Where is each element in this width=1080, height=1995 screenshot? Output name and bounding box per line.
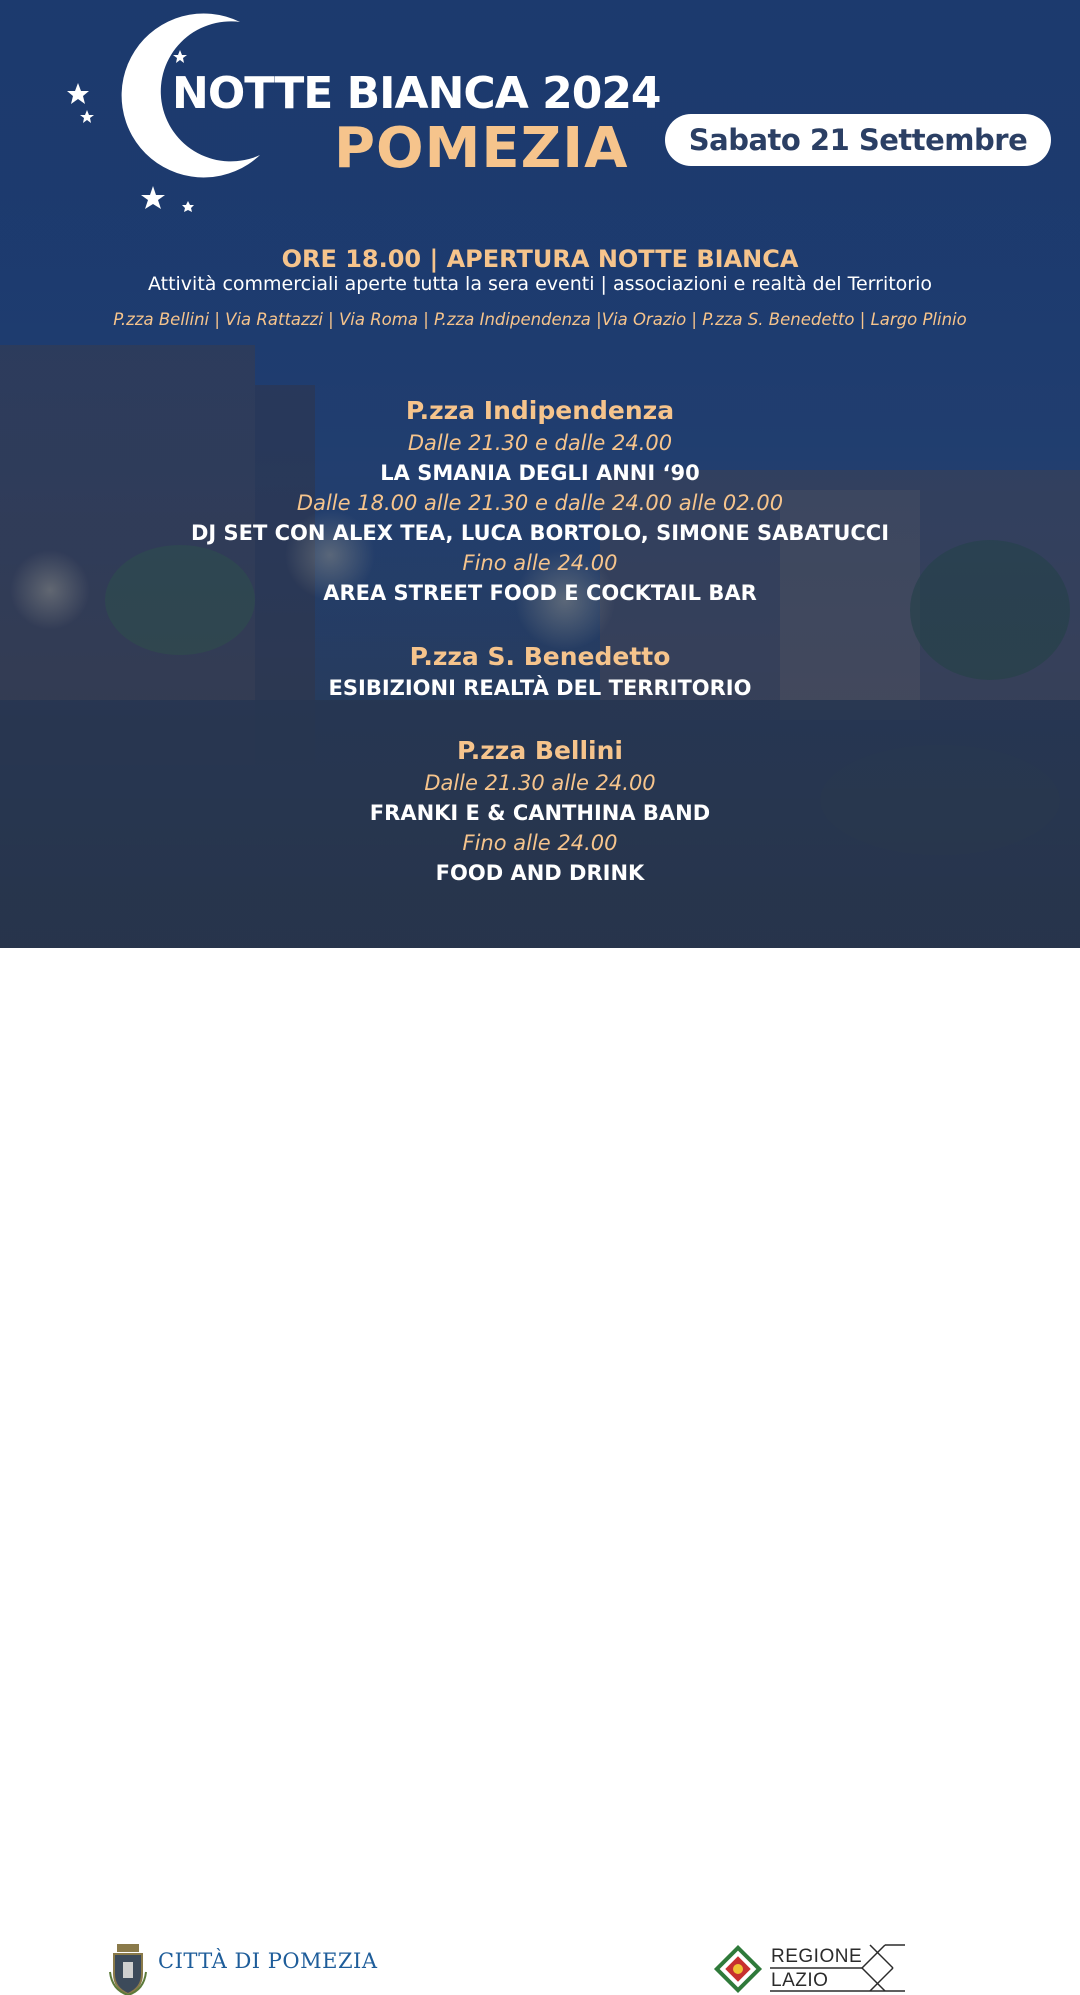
opening-heading: ORE 18.00 | APERTURA NOTTE BIANCA bbox=[281, 245, 799, 273]
event-act: ESIBIZIONI REALTÀ DEL TERRITORIO bbox=[328, 676, 752, 700]
event-time: Fino alle 24.00 bbox=[462, 551, 618, 575]
event-act: AREA STREET FOOD E COCKTAIL BAR bbox=[323, 581, 757, 605]
footer bbox=[0, 948, 1080, 1991]
star-icon bbox=[67, 83, 89, 104]
venue-title: P.zza S. Benedetto bbox=[409, 642, 671, 671]
event-time: Dalle 21.30 alle 24.00 bbox=[424, 771, 656, 795]
event-time: Dalle 21.30 e dalle 24.00 bbox=[407, 431, 673, 455]
opening-subtitle: Attività commerciali aperte tutta la sera eventi | associazioni e realtà del Territorio bbox=[147, 273, 933, 295]
lazio-emblem-icon bbox=[712, 1943, 764, 1995]
date-badge: Sabato 21 Settembre bbox=[665, 114, 1051, 166]
star-icon bbox=[80, 110, 94, 123]
event-act: FOOD AND DRINK bbox=[435, 861, 645, 885]
event-act: LA SMANIA DEGLI ANNI ‘90 bbox=[380, 461, 700, 485]
event-title: NOTTE BIANCA 2024 bbox=[172, 68, 661, 119]
hero-panel bbox=[0, 0, 1080, 948]
star-icon bbox=[141, 186, 165, 209]
city-title: POMEZIA bbox=[334, 116, 629, 181]
pomezia-logo-text: CITTÀ DI POMEZIA bbox=[158, 1949, 378, 1973]
lazio-logo-lines bbox=[770, 1943, 910, 1995]
lazio-logo-line1: REGIONE bbox=[771, 1946, 863, 1967]
event-act: DJ SET CON ALEX TEA, LUCA BORTOLO, SIMONE SABATUCCI bbox=[190, 521, 890, 545]
event-time: Fino alle 24.00 bbox=[462, 831, 618, 855]
venue-title: P.zza Bellini bbox=[457, 736, 623, 765]
streets-list: P.zza Bellini | Via Rattazzi | Via Roma | P.zza Indipendenza |Via Orazio | P.zza S. Benedetto | Largo Plinio bbox=[113, 310, 967, 329]
venue-title: P.zza Indipendenza bbox=[405, 396, 675, 425]
pomezia-crest-icon bbox=[108, 1942, 148, 1994]
star-icon bbox=[182, 201, 194, 212]
event-time: Dalle 18.00 alle 21.30 e dalle 24.00 alle 02.00 bbox=[296, 491, 784, 515]
star-icon bbox=[173, 50, 187, 63]
event-act: FRANKI E & CANTHINA BAND bbox=[369, 801, 711, 825]
lazio-logo-line2: LAZIO bbox=[771, 1970, 829, 1991]
